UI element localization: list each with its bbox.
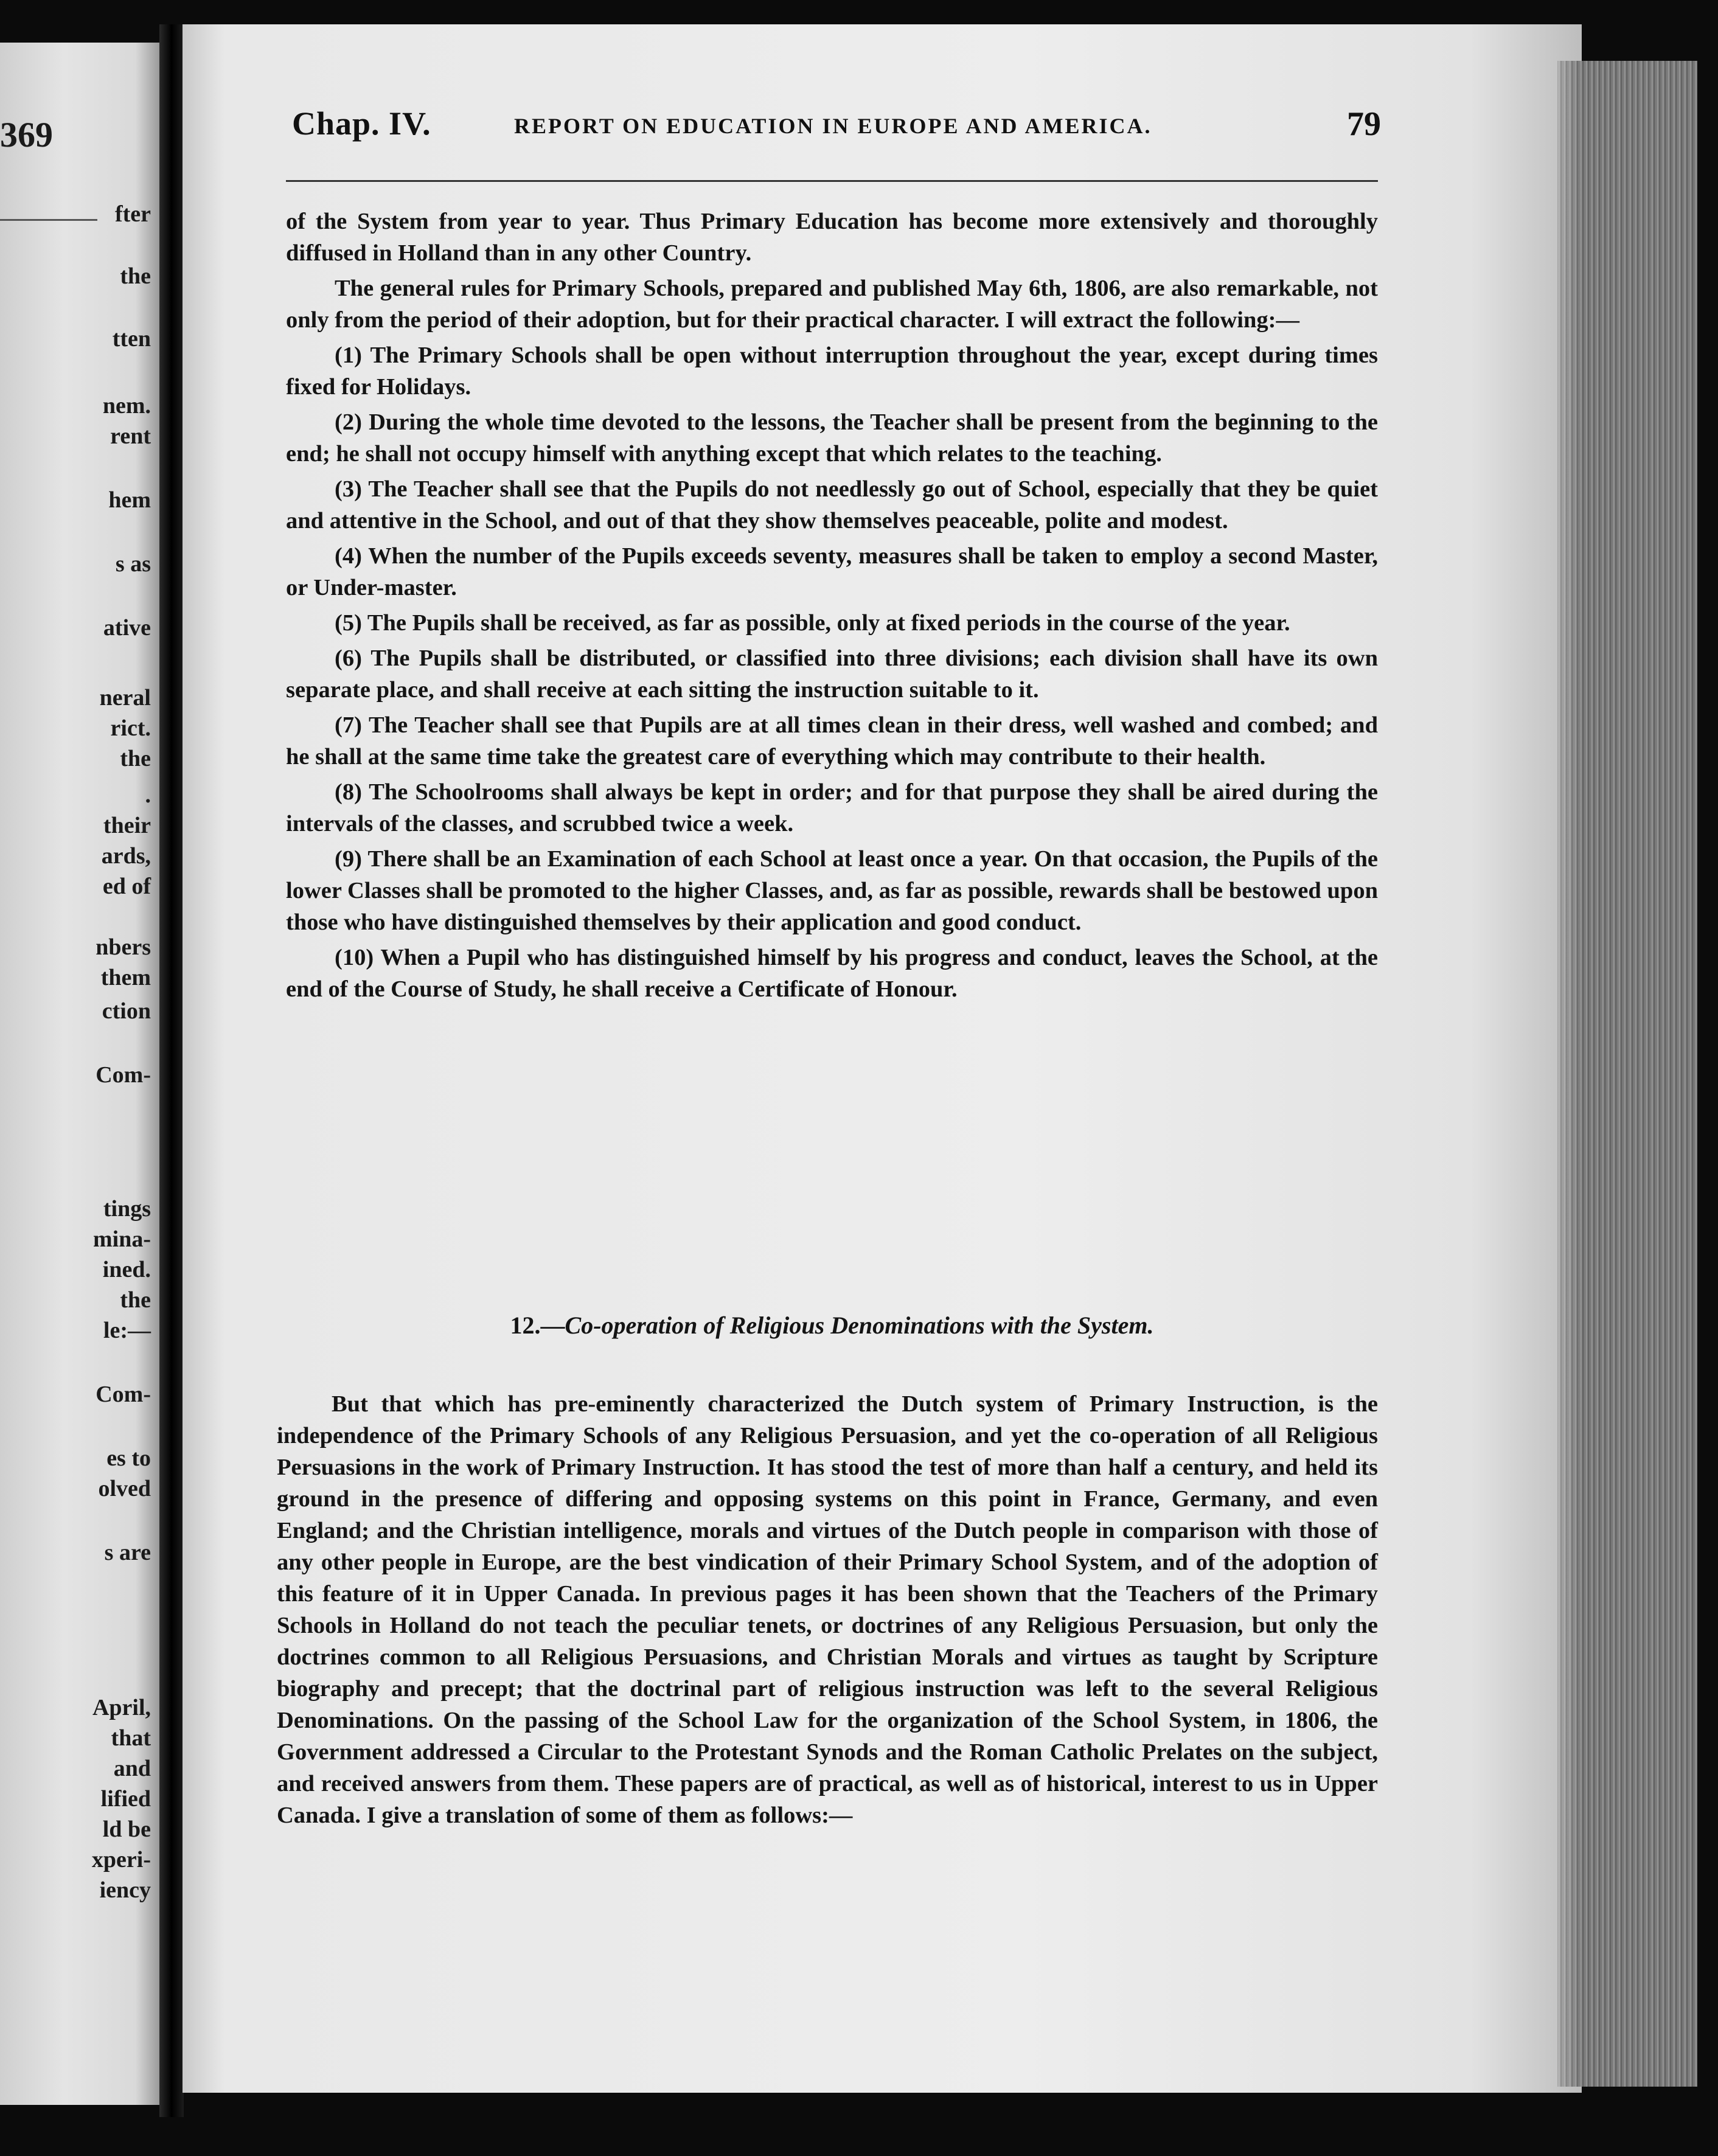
previous-page-line: nbers — [96, 934, 151, 960]
section-number: 12.— — [510, 1312, 565, 1339]
previous-page-line: ards, — [101, 843, 151, 869]
previous-page-line: es to — [106, 1445, 151, 1471]
previous-page-line: the — [120, 263, 151, 289]
previous-page-line: s are — [104, 1540, 151, 1565]
previous-page-line: rict. — [110, 715, 151, 741]
rule-item: (9) There shall be an Examination of each School at least once a year. On that occasion, the Pupils of the lower Classes shall be promoted to the higher Classes, and, as far as possible, rewards shall be bestowed upon those who have distinguished themselves by their application and good conduct. — [286, 846, 1378, 935]
previous-page-line: neral — [99, 685, 151, 711]
rule-item: (8) The Schoolrooms shall always be kept in order; and for that purpose they shall be aired during the intervals of the classes, and scrubbed twice a week. — [286, 779, 1378, 836]
previous-page-line: ined. — [102, 1257, 151, 1282]
paragraph: of the System from year to year. Thus Primary Education has become more extensively and thoroughly diffused in Holland than in any other Country. — [286, 209, 1378, 266]
chapter-label: Chap. IV. — [292, 105, 431, 142]
previous-page-line: olved — [98, 1476, 151, 1501]
book-gutter — [159, 24, 184, 2117]
previous-page-line: Com- — [96, 1062, 151, 1088]
previous-page-fragment — [0, 43, 159, 2105]
page-edges-highlight — [1557, 61, 1582, 2087]
previous-page-line: their — [103, 813, 151, 838]
rule-item: (10) When a Pupil who has distinguished himself by his progress and conduct, leaves the School, at the end of the Course of Study, he shall receive a Certificate of Honour. — [286, 945, 1378, 1002]
rule-item: (7) The Teacher shall see that Pupils are at all times clean in their dress, well washed and combed; and he shall at the same time take the greatest care of everything which may contribute to their health. — [286, 712, 1378, 770]
previous-page-line: tten — [112, 326, 151, 352]
previous-page-line: mina- — [93, 1226, 151, 1252]
section-heading — [286, 1311, 1378, 1340]
previous-page-line: them — [100, 965, 151, 990]
rule-item: (1) The Primary Schools shall be open without interruption throughout the year, except during times fixed for Holidays. — [286, 343, 1378, 400]
previous-page-line: ld be — [102, 1817, 151, 1842]
previous-page-line: Com- — [96, 1382, 151, 1407]
previous-page-line: lified — [100, 1786, 151, 1812]
previous-page-line: that — [111, 1725, 151, 1751]
page-header — [292, 105, 1381, 153]
previous-page-line: the — [120, 1287, 151, 1313]
previous-page-header-rule — [0, 219, 97, 221]
previous-page-line: rent — [110, 423, 151, 449]
previous-page-number: 369 — [0, 115, 53, 155]
previous-page-line: s as — [115, 551, 151, 577]
previous-page-line: fter — [114, 201, 151, 227]
rule-item: (5) The Pupils shall be received, as far as possible, only at fixed periods in the course of the year. — [335, 610, 1290, 636]
previous-page-line: ction — [102, 998, 151, 1024]
header-rule — [286, 180, 1378, 182]
previous-page-line: xperi- — [91, 1847, 151, 1873]
running-title: REPORT ON EDUCATION IN EUROPE AND AMERICA. — [514, 114, 1152, 138]
rule-item: (3) The Teacher shall see that the Pupils do not needlessly go out of School, especially that they be quiet and attentive in the School, and out of that they show themselves peaceable, polite and modest. — [286, 476, 1378, 534]
section-text — [277, 1388, 1378, 1831]
section-title: Co-operation of Religious Denominations with the System. — [565, 1312, 1154, 1339]
rule-item: (4) When the number of the Pupils exceeds seventy, measures shall be taken to employ a second Master, or Under-master. — [286, 543, 1378, 600]
previous-page-line: ed of — [102, 874, 151, 899]
previous-page-line: . — [145, 782, 151, 808]
main-text — [286, 206, 1378, 1009]
page-number: 79 — [1347, 105, 1381, 143]
rule-item: (6) The Pupils shall be distributed, or classified into three divisions; each division shall have its own separate place, and shall receive at each sitting the instruction suitable to it. — [286, 645, 1378, 703]
paragraph: But that which has pre-eminently characterized the Dutch system of Primary Instruction, is the independence of the Primary Schools of any Religious Persuasion, and yet the co-operation of all Religious Persuasions in the work of Primary Instruction. It has stood the test of more than half a century, and held its ground in the presence of differing and opposing systems on this point in France, Germany, and even England; and the Christian intelligence, morals and virtues of the Dutch people in comparison with those of any other people in Europe, are the best vindication of their Primary School System, and of the adoption of this feature of it in Upper Canada. In previous pages it has been shown that the Teachers of the Primary Schools in Holland do not teach the peculiar tenets, or doctrines of any Religious Persuasion, but only the doctrines common to all Religious Persuasions, and Christian Morals and virtues as taught by Scripture biography and precept; that the doctrinal part of religious instruction was left to the several Religious Denominations. On the passing of the School Law for the organization of the School System, in 1806, the Government addressed a Circular to the Protestant Synods and the Roman Catholic Prelates on the subject, and received answers from them. These papers are of practical, as well as of historical, interest to us in Upper Canada. I give a translation of some of them as follows:— — [277, 1391, 1378, 1828]
previous-page-line: nem. — [102, 393, 151, 419]
paragraph: The general rules for Primary Schools, prepared and published May 6th, 1806, are also remarkable, not only from the period of their adoption, but for their practical character. I will extract the following:— — [286, 276, 1378, 333]
previous-page-line: April, — [92, 1695, 151, 1720]
previous-page-line: ative — [103, 615, 151, 641]
previous-page-line: and — [113, 1756, 151, 1781]
previous-page-line: iency — [99, 1877, 151, 1903]
previous-page-line: hem — [108, 487, 151, 513]
rule-item: (2) During the whole time devoted to the lessons, the Teacher shall be present from the beginning to the end; he shall not occupy himself with anything except that which relates to the teaching. — [286, 409, 1378, 467]
previous-page-line: le:— — [103, 1318, 151, 1343]
previous-page-line: tings — [103, 1196, 151, 1222]
previous-page-line: the — [120, 746, 151, 771]
